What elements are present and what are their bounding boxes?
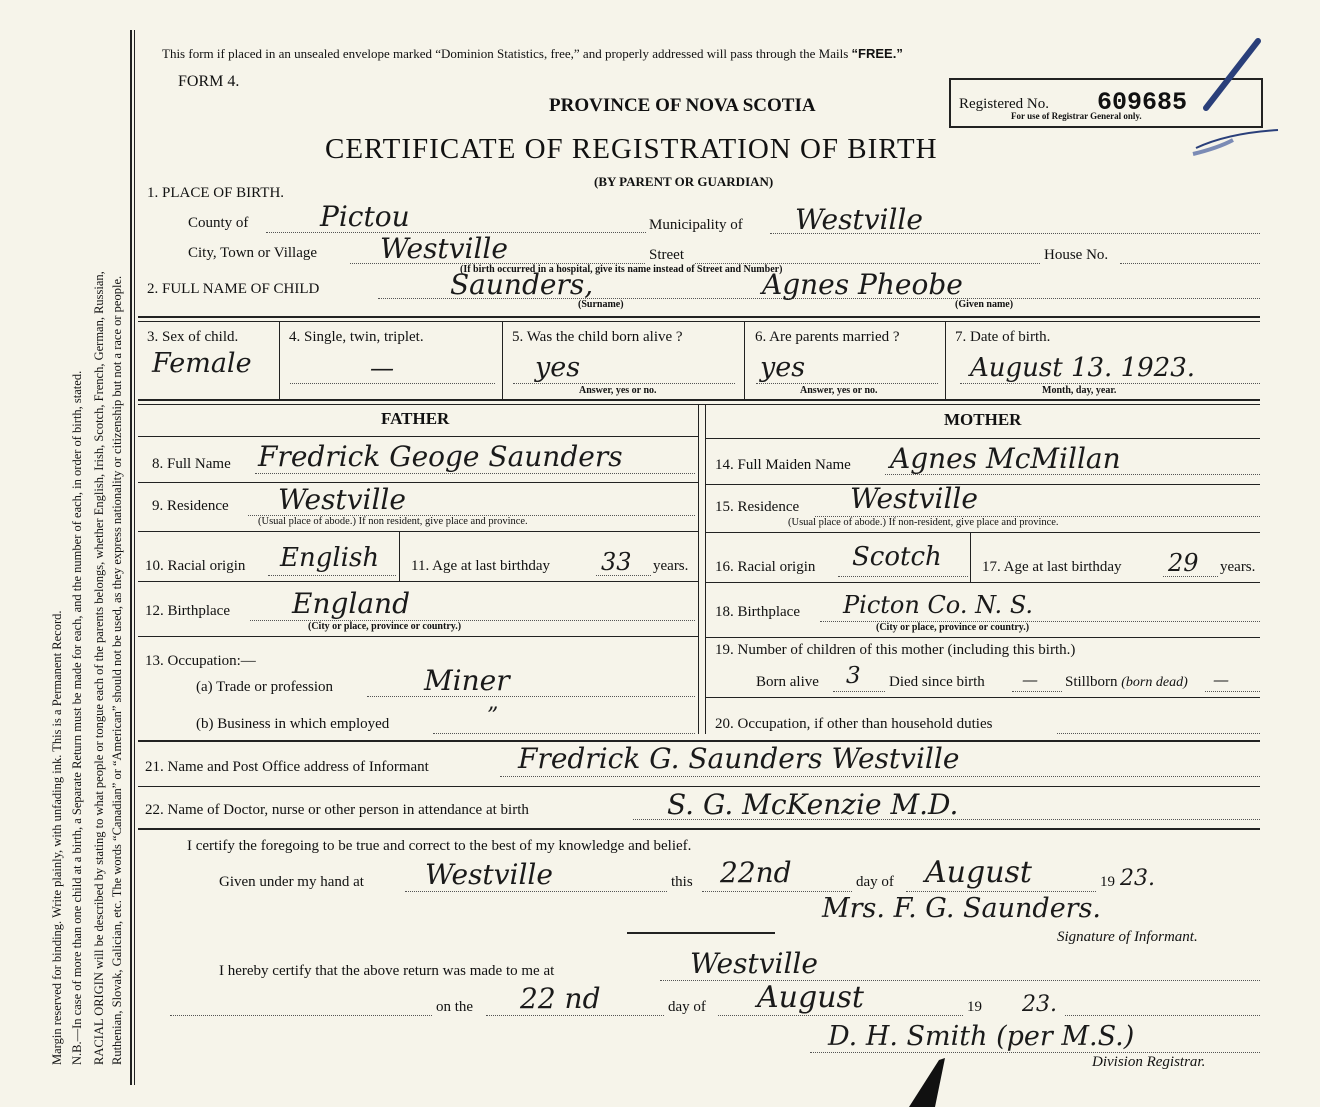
registrar-statement: I hereby certify that the above return was made to me at: [219, 963, 555, 979]
plurality-value: —: [370, 354, 394, 382]
children-count-label: 19. Number of children of this mother (including this birth.): [715, 642, 1076, 658]
father-residence: Westville: [278, 483, 406, 516]
given-place: Westville: [425, 858, 553, 891]
alive-value: yes: [535, 352, 581, 383]
father-business: ”: [487, 704, 499, 729]
father-trade: Miner: [424, 664, 510, 697]
mother-racial-origin: Scotch: [852, 542, 942, 572]
certify-statement: I certify the foregoing to be true and correct to the best of my knowledge and belief.: [187, 838, 692, 854]
mother-age-label: 17. Age at last birthday: [982, 559, 1122, 575]
mother-racial-label: 16. Racial origin: [715, 559, 816, 575]
registrar-signature: D. H. Smith (per M.S.): [828, 1021, 1135, 1052]
mother-residence-label: 15. Residence: [715, 499, 800, 515]
died-since-birth-label: Died since birth: [889, 674, 985, 690]
registered-no-label: Registered No.: [959, 96, 1049, 112]
given-year: 23.: [1120, 866, 1155, 891]
mother-birthplace: Picton Co. N. S.: [843, 591, 1034, 619]
plurality-label: 4. Single, twin, triplet.: [289, 329, 424, 345]
registrar-month: August: [757, 980, 864, 1015]
margin-racial-note-1: RACIAL ORIGIN will be described by stating to what people or tongue each of the parents belongs, whether English, Irish, Scotch, French, German, Russian,: [92, 271, 106, 1065]
registrar-day-of-label: day of: [668, 999, 706, 1015]
informant-signature: Mrs. F. G. Saunders.: [822, 893, 1102, 924]
registered-no-note: For use of Registrar General only.: [1011, 111, 1142, 121]
mother-occupation-label: 20. Occupation, if other than household duties: [715, 716, 993, 732]
father-residence-label: 9. Residence: [152, 498, 229, 514]
father-age: 33: [601, 548, 632, 576]
informant-signature-label: Signature of Informant.: [1057, 929, 1198, 945]
given-name-note: (Given name): [955, 299, 1014, 310]
province-heading: PROVINCE OF NOVA SCOTIA: [549, 95, 816, 116]
street-label: Street: [649, 247, 684, 263]
city-value: Westville: [380, 232, 508, 265]
child-name-label: 2. FULL NAME OF CHILD: [147, 281, 320, 297]
county-label: County of: [188, 215, 249, 231]
mother-heading: MOTHER: [944, 410, 1022, 429]
place-heading: 1. PLACE OF BIRTH.: [147, 185, 285, 201]
mother-years-label: years.: [1220, 559, 1256, 575]
informant-label: 21. Name and Post Office address of Informant: [145, 759, 429, 775]
mother-birthplace-label: 18. Birthplace: [715, 604, 800, 620]
ink-blot-icon: [905, 1058, 945, 1107]
father-heading: FATHER: [381, 409, 450, 428]
father-racial-label: 10. Racial origin: [145, 558, 246, 574]
mother-name: Agnes McMillan: [890, 442, 1121, 475]
father-name: Fredrick Geoge Saunders: [258, 440, 623, 473]
registrar-year-prefix: 19: [967, 999, 982, 1015]
mother-age: 29: [1168, 549, 1199, 577]
alive-label: 5. Was the child born alive ?: [512, 329, 683, 345]
father-trade-label: (a) Trade or profession: [196, 679, 334, 695]
city-label: City, Town or Village: [188, 245, 318, 261]
given-day: 22nd: [720, 856, 792, 889]
registrar-day: 22 nd: [520, 982, 601, 1015]
given-day-of-label: day of: [856, 874, 894, 890]
dob-label: 7. Date of birth.: [955, 329, 1051, 345]
father-birthplace-label: 12. Birthplace: [145, 603, 230, 619]
municipality-value: Westville: [795, 203, 923, 236]
registrar-place: Westville: [690, 947, 818, 980]
form-number: FORM 4.: [178, 73, 240, 90]
father-business-label: (b) Business in which employed: [196, 716, 390, 732]
father-birthplace-note: (City or place, province or country.): [308, 621, 462, 632]
dob-value: August 13. 1923.: [970, 353, 1196, 383]
registrar-signature-label: Division Registrar.: [1092, 1054, 1206, 1070]
registrar-year: 23.: [1022, 992, 1057, 1017]
married-value: yes: [760, 352, 806, 383]
margin-rule: [130, 30, 132, 1085]
sex-label: 3. Sex of child.: [147, 329, 239, 345]
page-title: CERTIFICATE OF REGISTRATION OF BIRTH: [325, 133, 938, 165]
registered-no-value: 609685: [1097, 88, 1188, 117]
mother-name-label: 14. Full Maiden Name: [715, 457, 851, 473]
given-month: August: [925, 855, 1032, 890]
mother-abode-note: (Usual place of abode.) If non-resident, give place and province.: [788, 517, 1059, 528]
mother-birthplace-note: (City or place, province or country.): [876, 622, 1030, 633]
mail-notice: This form if placed in an unsealed envelope marked “Dominion Statistics, free,” and properly addressed will pass through the Mails “FREE.”: [162, 46, 903, 61]
child-given-name: Agnes Pheobe: [762, 268, 963, 301]
margin-rule-inner: [134, 30, 135, 1085]
born-alive-count: 3: [846, 663, 861, 689]
on-the-label: on the: [436, 999, 474, 1015]
died-since-birth-count: —: [1022, 670, 1038, 689]
county-value: Pictou: [320, 200, 410, 233]
father-birthplace: England: [292, 587, 411, 620]
municipality-label: Municipality of: [649, 217, 743, 233]
stillborn-label: Stillborn (born dead): [1065, 674, 1188, 690]
hospital-note: (If birth occurred in a hospital, give its name instead of Street and Number): [460, 264, 783, 275]
born-alive-label: Born alive: [756, 674, 819, 690]
stillborn-count: —: [1213, 670, 1229, 689]
given-year-prefix: 19: [1100, 874, 1115, 890]
margin-racial-note-2: Ruthenian, Slovak, Galician, etc. The words “Canadian” or “American” should not be used, as they express nationality or citizenship but not a race or people.: [110, 275, 124, 1065]
dob-note: Month, day, year.: [1042, 385, 1117, 396]
this-label: this: [671, 874, 693, 890]
sex-value: Female: [152, 348, 252, 379]
page-subtitle: (BY PARENT OR GUARDIAN): [594, 174, 774, 189]
house-no-label: House No.: [1044, 247, 1109, 263]
doctor-label: 22. Name of Doctor, nurse or other person in attendance at birth: [145, 802, 529, 818]
father-age-label: 11. Age at last birthday: [411, 558, 550, 574]
margin-nb-note: N.B.—In case of more than one child at a birth, a Separate Return must be made for each, and the number of each, in order of birth, stated.: [70, 370, 84, 1065]
father-years-label: years.: [653, 558, 689, 574]
child-surname: Saunders,: [450, 268, 594, 301]
mother-residence: Westville: [850, 482, 978, 515]
doctor-value: S. G. McKenzie M.D.: [667, 788, 959, 821]
father-name-label: 8. Full Name: [152, 456, 231, 472]
father-racial-origin: English: [280, 543, 380, 573]
given-under-label: Given under my hand at: [219, 874, 364, 890]
margin-binding-note: Margin reserved for binding. Write plainly, with unfading ink. This is a Permanent Record.: [50, 610, 64, 1065]
father-occupation-label: 13. Occupation:—: [145, 653, 256, 669]
ink-pen-mark-icon: [1188, 38, 1283, 168]
married-answer-note: Answer, yes or no.: [800, 385, 878, 396]
father-abode-note: (Usual place of abode.) If non resident, give place and province.: [258, 516, 528, 527]
surname-note: (Surname): [578, 299, 624, 310]
alive-answer-note: Answer, yes or no.: [579, 385, 657, 396]
informant-value: Fredrick G. Saunders Westville: [518, 742, 960, 775]
married-label: 6. Are parents married ?: [755, 329, 900, 345]
